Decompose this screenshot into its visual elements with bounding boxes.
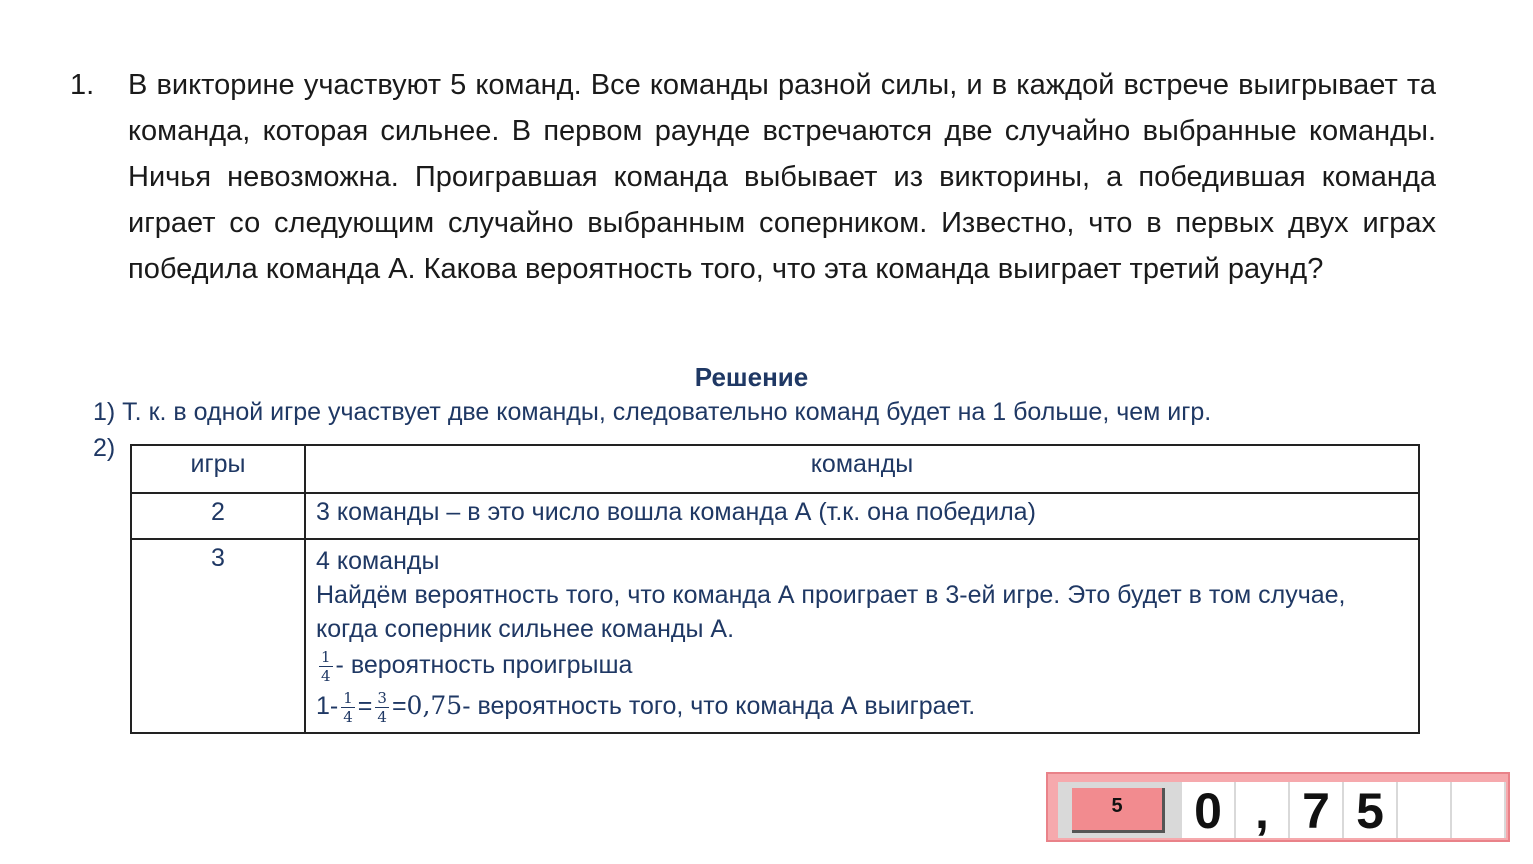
table-header-row	[131, 445, 1419, 493]
problem-statement	[70, 62, 1436, 292]
row2-teams	[305, 539, 1419, 733]
answer-cell[interactable]	[1398, 782, 1450, 838]
row1-teams: 3 команды – в это число вошла команда А (т.к. она победила)	[305, 493, 1419, 539]
fraction-one-quarter: $\frac{1}{4}$	[343, 689, 353, 726]
table-row	[131, 539, 1419, 733]
problem-number: 1.	[70, 69, 95, 101]
header-teams: команды	[305, 445, 1419, 493]
solution-step-2-marker: 2)	[93, 434, 116, 462]
row1-games: 2	[131, 493, 305, 539]
row2-line1: 4 команды	[316, 547, 440, 575]
header-games: игры	[131, 445, 305, 493]
problem-text: В викторине участвуют 5 команд. Все команды разной силы, и в каждой встрече выигрывает та команда, которая сильнее. В первом раунде встречаются две случайно выбранные команды. Ничья невозможна. Проигравшая команда выбывает из викторины, а победившая команда играет со следующим случайно выбранным соперником. Известно, что в первых двух играх победила команда А. Какова вероятность того, что эта команда выиграет третий раунд?	[128, 69, 1436, 285]
row2-line2: Найдём вероятность того, что команда А проиграет в 3-ей игре. Это будет в том случае, когда соперник сильнее команды А.	[316, 581, 1346, 643]
row2-games: 3	[131, 539, 305, 733]
row2-calc: 1- $\frac{1}{4}$ = $\frac{3}{4}$ =0,75- вероятность того, что команда А выиграет.	[316, 689, 976, 726]
fraction-loss: $\frac{1}{4}$	[321, 648, 331, 685]
answer-cell[interactable]: ,	[1236, 782, 1288, 838]
answer-cell[interactable]: 0	[1182, 782, 1234, 838]
answer-cell[interactable]	[1452, 782, 1504, 838]
fraction-three-quarters: $\frac{3}{4}$	[377, 689, 387, 726]
task-number-badge: 5	[1072, 788, 1165, 833]
solution-title: Решение	[694, 362, 809, 392]
answer-form	[1046, 772, 1510, 842]
answer-cell[interactable]: 5	[1344, 782, 1396, 838]
answer-cell[interactable]: 7	[1290, 782, 1342, 838]
table-row	[131, 493, 1419, 539]
solution-step-1: 1) Т. к. в одной игре участвует две команды, следовательно команд будет на 1 больше, чем игр.	[93, 398, 1212, 426]
solution-table	[130, 444, 1420, 734]
answer-inner	[1058, 782, 1506, 838]
row2-line3: $\frac{1}{4}$ - вероятность проигрыша	[321, 648, 633, 685]
